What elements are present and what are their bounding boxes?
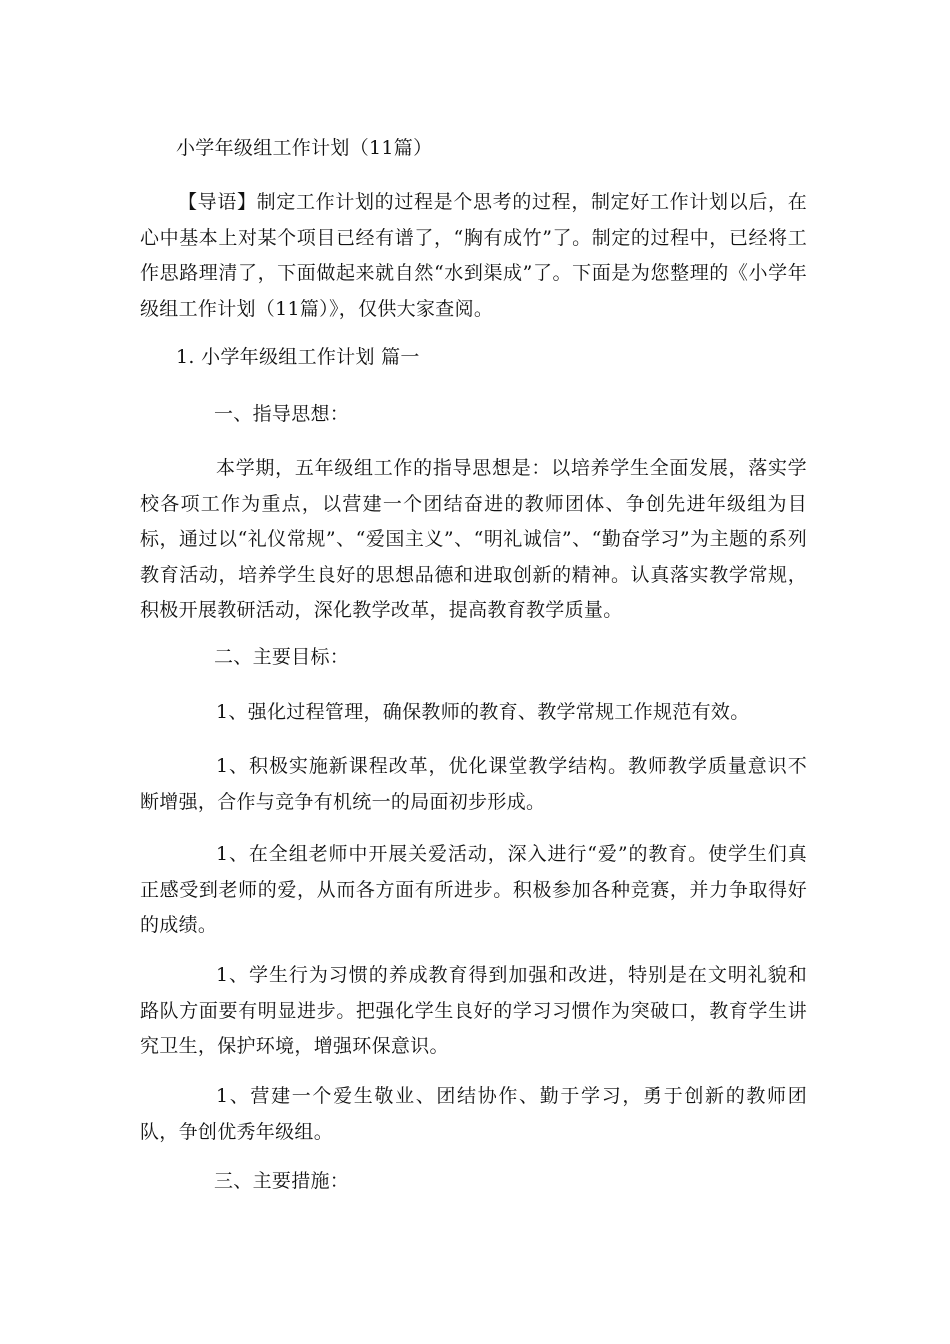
- goal-item: 1、营建一个爱生敬业、团结协作、勤于学习，勇于创新的教师团队，争创优秀年级组。: [140, 1085, 807, 1143]
- goal-item: 1、学生行为习惯的养成教育得到加强和改进，特别是在文明礼貌和路队方面要有明显进步。把强化学生良好的学习习惯作为突破口，教育学生讲究卫生，保护环境，增强环保意识。: [140, 964, 807, 1057]
- heading-main-measures: 三、主要措施：: [214, 1170, 350, 1192]
- goal-item: 1、积极实施新课程改革，优化课堂教学结构。教师教学质量意识不断增强，合作与竞争有机统一的局面初步形成。: [140, 755, 807, 813]
- heading-guiding-thought: 一、指导思想：: [214, 403, 350, 425]
- section-heading: 1. 小学年级组工作计划 篇一: [176, 346, 420, 368]
- goal-item: 1、强化过程管理，确保教师的教育、教学常规工作规范有效。: [216, 701, 750, 723]
- guiding-thought-paragraph: 本学期，五年级组工作的指导思想是：以培养学生全面发展，落实学校各项工作为重点，以营建一个团结奋进的教师团体、争创先进年级组为目标，通过以“礼仪常规”、“爱国主义”、“明礼诚信”、“勤奋学习”为主题的系列教育活动，培养学生良好的思想品德和进取创新的精神。认真落实教学常规，积极开展教研活动，深化教学改革，提高教育教学质量。: [140, 457, 807, 621]
- document-title: 小学年级组工作计划（11篇）: [176, 137, 433, 159]
- goal-item: 1、在全组老师中开展关爱活动，深入进行“爱”的教育。使学生们真正感受到老师的爱，从而各方面有所进步。积极参加各种竞赛，并力争取得好的成绩。: [140, 843, 807, 936]
- heading-main-goals: 二、主要目标：: [214, 646, 350, 668]
- intro-paragraph: 【导语】制定工作计划的过程是个思考的过程，制定好工作计划以后，在心中基本上对某个项目已经有谱了，“胸有成竹”了。制定的过程中，已经将工作思路理清了，下面做起来就自然“水到渠成”了。下面是为您整理的《小学年级组工作计划（11篇）》，仅供大家查阅。: [140, 191, 807, 320]
